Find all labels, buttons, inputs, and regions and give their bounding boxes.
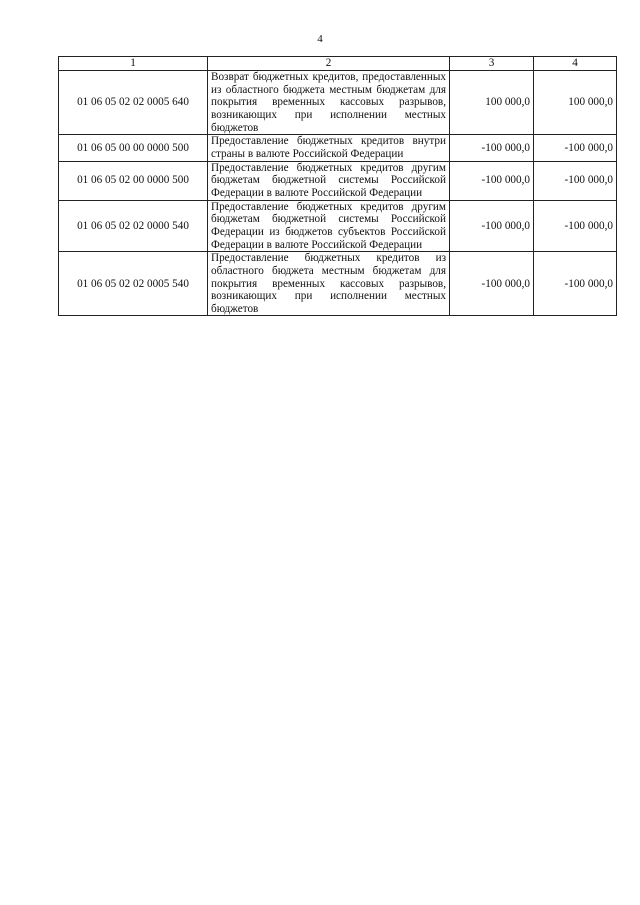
amount-column-4: -100 000,0 <box>534 252 617 316</box>
row-description: Предоставление бюджетных кредитов из областного бюджета местным бюджетам для покрытия временных кассовых разрывов, возникающих при исполнении местных бюджетов <box>208 252 450 316</box>
amount-column-3: 100 000,0 <box>450 71 534 135</box>
amount-column-3: -100 000,0 <box>450 252 534 316</box>
amount-column-3: -100 000,0 <box>450 200 534 252</box>
row-description: Предоставление бюджетных кредитов другим бюджетам бюджетной системы Российской Федерации из бюджетов субъектов Российской Федерации в валюте Российской Федерации <box>208 200 450 252</box>
table-row <box>59 161 617 200</box>
table-header-row <box>59 57 617 71</box>
row-description: Предоставление бюджетных кредитов другим бюджетам бюджетной системы Российской Федерации в валюте Российской Федерации <box>208 161 450 200</box>
table-row <box>59 135 617 161</box>
budget-code: 01 06 05 02 02 0000 540 <box>59 200 208 252</box>
table-row <box>59 71 617 135</box>
budget-code: 01 06 05 02 00 0000 500 <box>59 161 208 200</box>
budget-code: 01 06 05 02 02 0005 640 <box>59 71 208 135</box>
row-description: Предоставление бюджетных кредитов внутри страны в валюте Российской Федерации <box>208 135 450 161</box>
column-header-4: 4 <box>534 57 617 71</box>
column-header-2: 2 <box>208 57 450 71</box>
amount-column-4: -100 000,0 <box>534 135 617 161</box>
budget-sources-table <box>58 56 617 316</box>
table-row <box>59 200 617 252</box>
budget-code: 01 06 05 02 02 0005 540 <box>59 252 208 316</box>
page-number: 4 <box>317 33 323 45</box>
amount-column-4: 100 000,0 <box>534 71 617 135</box>
column-header-1: 1 <box>59 57 208 71</box>
budget-code: 01 06 05 00 00 0000 500 <box>59 135 208 161</box>
amount-column-3: -100 000,0 <box>450 161 534 200</box>
amount-column-4: -100 000,0 <box>534 161 617 200</box>
column-header-3: 3 <box>450 57 534 71</box>
amount-column-3: -100 000,0 <box>450 135 534 161</box>
amount-column-4: -100 000,0 <box>534 200 617 252</box>
row-description: Возврат бюджетных кредитов, предоставленных из областного бюджета местным бюджетам для покрытия временных кассовых разрывов, возникающих при исполнении местных бюджетов <box>208 71 450 135</box>
table-row <box>59 252 617 316</box>
